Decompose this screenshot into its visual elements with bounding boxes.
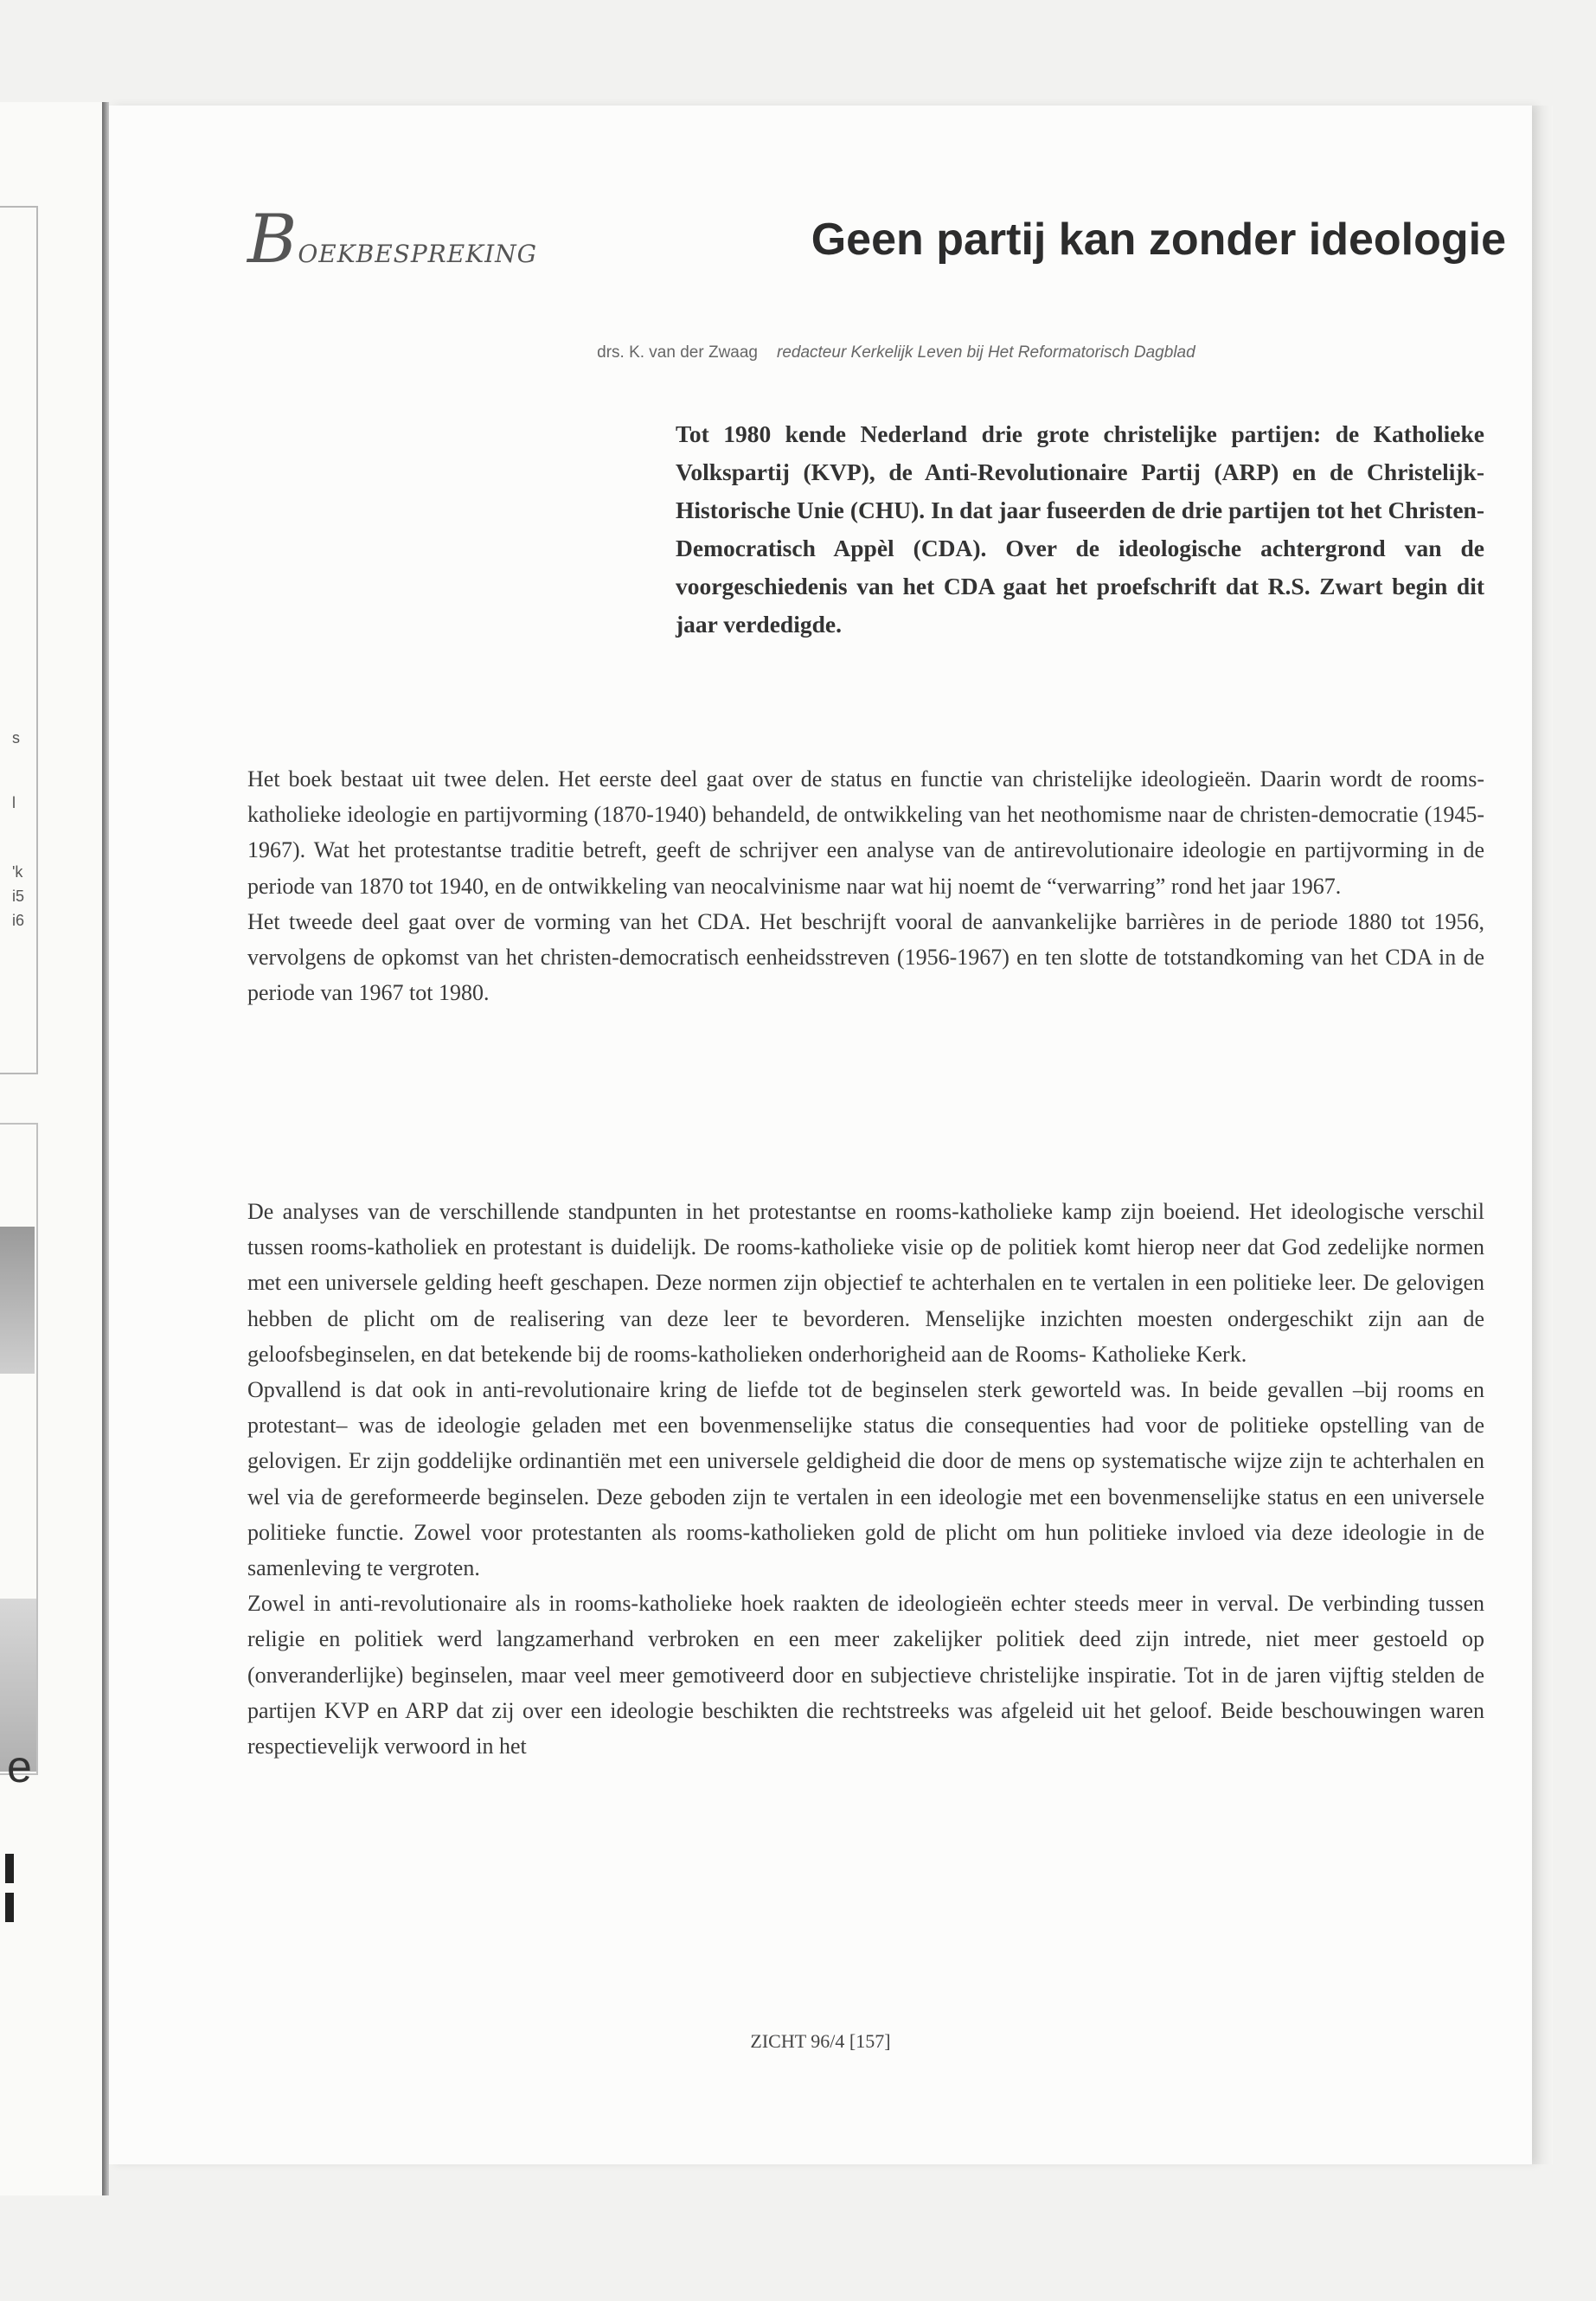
body-paragraph: Zowel in anti-revolutionaire als in rooms-katholieke hoek raakten de ideologieën echter steeds meer in verval. De verbinding tussen religie en politiek werd langzamerhand verbroken en een meer zakelijker politiek deed zijn intrede, niet meer gestoeld op (onveranderlijke) beginselen, maar veel meer gemotiveerd door en subjectieve christelijke inspiratie. Tot in de jaren vijftig stelden de partijen KVP en ARP dat zij over een ideologie beschikten die rechtstreeks was afgeleid uit het geloof. Beide beschouwingen waren respectievelijk verwoord in het <box>247 1591 1484 1759</box>
author-name: drs. K. van der Zwaag <box>597 343 758 362</box>
body-paragraph: Het tweede deel gaat over de vorming van het CDA. Het beschrijft vooral de aanvankelijke barrières in de periode 1880 tot 1956, vervolgens de opkomst van het christen-democratisch eenheidsstreven (1956-1967) en ten slotte de totstandkoming van het CDA in de periode van 1967 tot 1980. <box>247 908 1484 1006</box>
previous-page-mark <box>5 1893 14 1922</box>
body-paragraph: Het boek bestaat uit twee delen. Het eerste deel gaat over de status en functie van christelijke ideologieën. Daarin wordt de rooms-katholieke ideologie en partijvorming (1870-1940) behandeld, de ontwikkeling van het neothomisme naar de christen-democratie (1945-1967). Wat het protestantse traditie betreft, geeft de schrijver een analyse van de antirevolutionaire ideologie en partijvorming in de periode van 1870 tot 1940, en de ontwikkeling van neocalvinisme naar wat hij noemt de “verwarring” rond het jaar 1967. <box>247 766 1484 899</box>
previous-page-frame <box>0 206 38 1074</box>
previous-page-edge <box>0 102 104 2195</box>
previous-page-fragment: e <box>7 1742 32 1792</box>
previous-page-fragment: s <box>12 729 20 747</box>
previous-page-mark <box>5 1854 14 1883</box>
body-block <box>247 761 1484 1010</box>
article-intro: Tot 1980 kende Nederland drie grote christelijke partijen: de Katholieke Volkspartij (KVP), de Anti-Revolutionaire Partij (ARP) en de Christelijk-Historische Unie (CHU). In dat jaar fuseerden de drie partijen tot het Christen-Democratisch Appèl (CDA). Over de ideologische achtergrond van de voorgeschiedenis van het CDA gaat het proefschrift dat R.S. Zwart begin dit jaar verdedigde. <box>676 420 1484 638</box>
previous-page-fragment: i5 <box>12 888 25 905</box>
previous-page-photo <box>0 1227 35 1374</box>
book-spine <box>102 102 109 2195</box>
author-role: redacteur Kerkelijk Leven bij Het Reformatorisch Dagblad <box>777 343 1195 362</box>
article-page <box>109 106 1532 2164</box>
section-label-initial: B <box>247 201 298 279</box>
body-paragraph: Opvallend is dat ook in anti-revolutionaire kring de liefde tot de beginselen sterk geworteld was. In beide gevallen –bij rooms en protestant– was de ideologie geladen met een bovenmenselijke status die consequenties had voor de politieke opstelling van de gelovigen. Er zijn goddelijke ordinantiën met een universele geldigheid die door de mens op systematische wijze zijn te achterhalen en wel via de gereformeerde beginselen. Deze geboden zijn te vertalen in een ideologie met een bovenmenselijke status en een universele politieke functie. Zowel voor protestanten als rooms-katholieken gold de plicht om hun politieke invloed via deze ideologie in de samenleving te vergroten. <box>247 1377 1484 1581</box>
page-footer: ZICHT 96/4 [157] <box>750 2030 891 2052</box>
previous-page-fragment: i6 <box>12 912 25 929</box>
section-label-rest: oekbespreking <box>298 231 538 271</box>
article-title: Geen partij kan zonder ideologie <box>811 215 1506 265</box>
body-paragraph: De analyses van de verschillende standpunten in het protestantse en rooms-katholieke kamp zijn boeiend. Het ideologische verschil tussen rooms-katholiek en protestant is duidelijk. De rooms-katholieke visie op de politiek komt hierop neer dat God zedelijke normen met een universele gelding heeft geschapen. Deze normen zijn objectief te achterhalen en te vertalen in een politieke leer. De gelovigen hebben de plicht om de realisering van deze leer te bevorderen. Menselijke inzichten moesten ondergeschikt zijn aan de geloofsbeginselen, en dat betekende bij de rooms-katholieken onderhorigheid aan de Rooms- Katholieke Kerk. <box>247 1199 1484 1367</box>
previous-page-fragment: 'k <box>12 863 23 881</box>
page-edge <box>1532 106 1553 2164</box>
previous-page-fragment: l <box>12 794 16 811</box>
section-label <box>247 201 537 279</box>
body-block <box>247 1194 1484 1764</box>
